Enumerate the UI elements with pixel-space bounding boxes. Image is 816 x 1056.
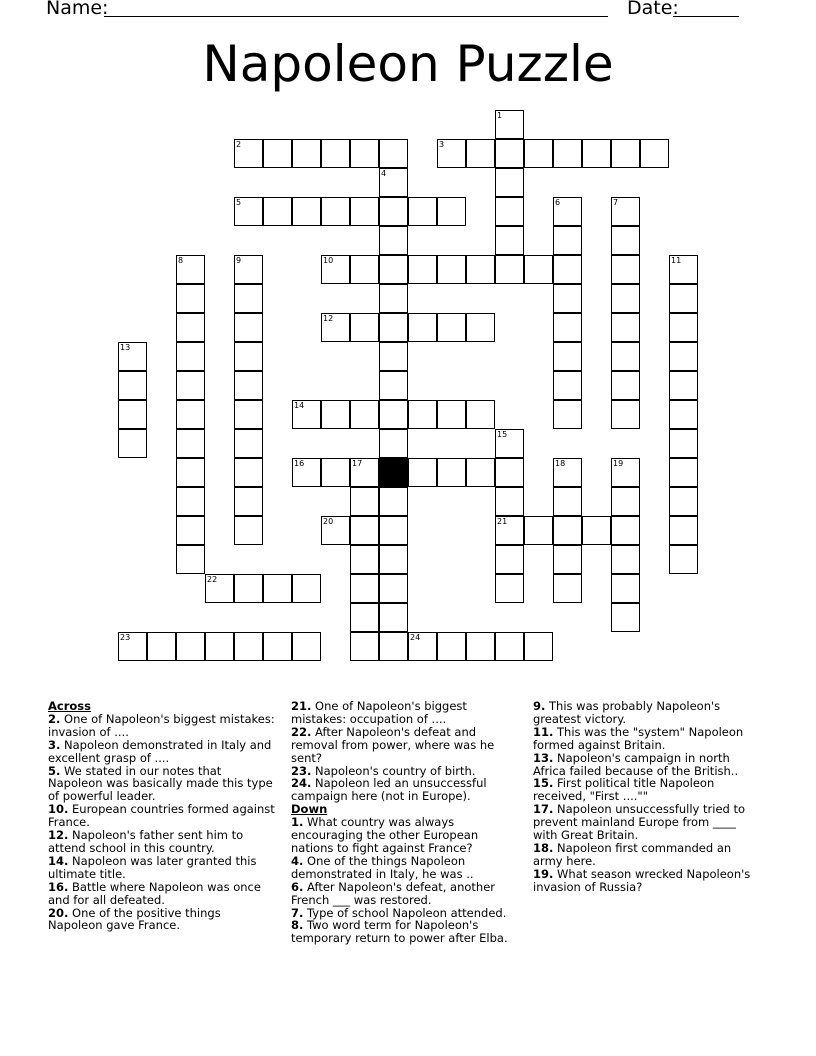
- clue-text: What country was always encouraging the other European nations to fight against France?: [291, 815, 479, 855]
- clue-text: First political title Napoleon received, "First ...."": [533, 776, 715, 804]
- grid-cell[interactable]: [466, 139, 495, 168]
- grid-cell[interactable]: [669, 545, 698, 574]
- grid-cell[interactable]: [234, 313, 263, 342]
- grid-cell[interactable]: [292, 458, 321, 487]
- clue-number: 16: [294, 459, 305, 468]
- grid-cell[interactable]: [292, 632, 321, 661]
- grid-cell[interactable]: [582, 139, 611, 168]
- clue-text: What season wrecked Napoleon's invasion of Russia?: [533, 866, 751, 894]
- grid-cell[interactable]: [466, 313, 495, 342]
- grid-cell[interactable]: [611, 545, 640, 574]
- grid-cell[interactable]: [321, 516, 350, 545]
- grid-cell[interactable]: [408, 313, 437, 342]
- grid-cell[interactable]: [553, 458, 582, 487]
- grid-cell[interactable]: [234, 371, 263, 400]
- grid-cell[interactable]: [234, 487, 263, 516]
- clue-number: 17: [352, 459, 363, 468]
- clue-text: Type of school Napoleon attended.: [303, 905, 507, 920]
- clue-number: 12: [323, 314, 334, 323]
- clue-number-label: 16.: [48, 879, 69, 894]
- clue-text: Napoleon led an unsuccessful campaign here (not in Europe).: [291, 776, 487, 804]
- clue-text: After Napoleon's defeat and removal from power, where was he sent?: [291, 724, 495, 765]
- clue-text: This was probably Napoleon's greatest victory.: [533, 699, 721, 726]
- clue-number-label: 23.: [291, 763, 312, 778]
- grid-cell[interactable]: [437, 197, 466, 226]
- clue-number-label: 15.: [533, 776, 554, 791]
- grid-cell[interactable]: [408, 400, 437, 429]
- clue-item: [48, 765, 276, 804]
- clue-text: Napoleon unsuccessfully tried to prevent mainland Europe from ____ with Great Britain.: [533, 802, 746, 843]
- clue-number-label: 11.: [533, 724, 554, 739]
- grid-cell[interactable]: [379, 284, 408, 313]
- grid-cell[interactable]: [292, 400, 321, 429]
- grid-cell[interactable]: [611, 342, 640, 371]
- grid-cell[interactable]: [321, 313, 350, 342]
- clue-text: This was the "system" Napoleon formed against Britain.: [533, 724, 744, 752]
- clue-text: Two word term for Napoleon's temporary return to power after Elba.: [291, 918, 508, 946]
- grid-cell[interactable]: [263, 197, 292, 226]
- clue-number: 11: [671, 256, 682, 265]
- clue-number: 10: [323, 256, 334, 265]
- grid-cell[interactable]: [234, 197, 263, 226]
- clue-text: We stated in our notes that Napoleon was basically made this type of powerful leader.: [48, 763, 273, 804]
- grid-cell[interactable]: [611, 139, 640, 168]
- grid-cell[interactable]: [495, 168, 524, 197]
- grid-cell[interactable]: [321, 197, 350, 226]
- grid-cell[interactable]: [611, 400, 640, 429]
- grid-cell[interactable]: [176, 545, 205, 574]
- clue-item: [291, 777, 523, 803]
- clue-item: [291, 700, 523, 726]
- grid-cell[interactable]: [553, 400, 582, 429]
- grid-cell[interactable]: [176, 516, 205, 545]
- grid-cell[interactable]: [350, 313, 379, 342]
- grid-cell[interactable]: [379, 487, 408, 516]
- clue-item: [291, 816, 523, 855]
- grid-cell[interactable]: [611, 226, 640, 255]
- clue-number: 9: [236, 256, 242, 265]
- clue-number: 5: [236, 198, 242, 207]
- clue-item: [48, 881, 276, 907]
- clue-item: [48, 829, 276, 855]
- clue-number-label: 8.: [291, 918, 304, 933]
- grid-cell[interactable]: [205, 574, 234, 603]
- grid-cell[interactable]: [379, 429, 408, 458]
- grid-cell[interactable]: [379, 603, 408, 632]
- clue-number-label: 22.: [291, 724, 312, 739]
- grid-cell[interactable]: [495, 255, 524, 284]
- grid-cell[interactable]: [350, 458, 379, 487]
- grid-cell[interactable]: [176, 632, 205, 661]
- grid-cell[interactable]: [176, 487, 205, 516]
- grid-cell[interactable]: [669, 516, 698, 545]
- clue-item: [48, 739, 276, 765]
- grid-cell[interactable]: [350, 139, 379, 168]
- grid-cell[interactable]: [234, 255, 263, 284]
- grid-cell[interactable]: [176, 429, 205, 458]
- grid-cell[interactable]: [379, 632, 408, 661]
- clue-number: 20: [323, 517, 334, 526]
- grid-cell[interactable]: [524, 139, 553, 168]
- grid-cell[interactable]: [350, 255, 379, 284]
- grid-cell[interactable]: [553, 284, 582, 313]
- grid-cell[interactable]: [234, 429, 263, 458]
- page-title: Napoleon Puzzle: [202, 35, 614, 93]
- clue-number: 3: [439, 140, 445, 149]
- grid-cell[interactable]: [379, 342, 408, 371]
- clue-item: [533, 752, 763, 778]
- clue-number-label: 20.: [48, 905, 69, 920]
- clue-number: 23: [120, 633, 131, 642]
- grid-cell[interactable]: [495, 545, 524, 574]
- grid-cell[interactable]: [234, 342, 263, 371]
- clues-column-1: [48, 700, 276, 932]
- grid-cell[interactable]: [379, 516, 408, 545]
- grid-cell[interactable]: [408, 632, 437, 661]
- grid-cell[interactable]: [379, 400, 408, 429]
- clue-number: 14: [294, 401, 305, 410]
- grid-cell[interactable]: [466, 458, 495, 487]
- grid-cell[interactable]: [495, 226, 524, 255]
- clue-number: 13: [120, 343, 131, 352]
- grid-cell[interactable]: [553, 197, 582, 226]
- grid-cell[interactable]: [553, 255, 582, 284]
- grid-cell[interactable]: [176, 371, 205, 400]
- down-heading: Down: [291, 802, 328, 817]
- clue-text: Napoleon's father sent him to attend school in this country.: [48, 828, 244, 855]
- grid-cell[interactable]: [350, 400, 379, 429]
- grid-cell[interactable]: [321, 400, 350, 429]
- grid-cell[interactable]: [176, 313, 205, 342]
- grid-cell[interactable]: [147, 632, 176, 661]
- grid-cell[interactable]: [292, 139, 321, 168]
- clue-item: [48, 803, 276, 829]
- clue-number: 7: [613, 198, 619, 207]
- grid-cell[interactable]: [234, 400, 263, 429]
- grid-cell[interactable]: [582, 516, 611, 545]
- across-heading: Across: [48, 699, 91, 713]
- clue-text: One of the things Napoleon demonstrated in Italy, he was ..: [291, 853, 474, 881]
- grid-cell[interactable]: [118, 342, 147, 371]
- clue-number-label: 14.: [48, 853, 69, 868]
- across-clue-list-continued: [291, 700, 523, 803]
- clue-text: Napoleon demonstrated in Italy and excellent grasp of ....: [48, 737, 272, 765]
- clue-number: 6: [555, 198, 561, 207]
- grid-cell[interactable]: [466, 632, 495, 661]
- clue-item: [533, 803, 763, 842]
- grid-cell[interactable]: [379, 139, 408, 168]
- grid-cell[interactable]: [611, 255, 640, 284]
- clue-item: [291, 726, 523, 765]
- clue-number: 24: [410, 633, 421, 642]
- clue-number-label: 5.: [48, 763, 61, 778]
- grid-cell[interactable]: [379, 545, 408, 574]
- clue-number: 22: [207, 575, 218, 584]
- clue-number-label: 6.: [291, 879, 304, 894]
- grid-cell[interactable]: [669, 255, 698, 284]
- clue-number-label: 4.: [291, 853, 304, 868]
- clue-number: 4: [381, 169, 387, 178]
- clue-number-label: 13.: [533, 750, 554, 765]
- grid-cell[interactable]: [350, 516, 379, 545]
- grid-cell[interactable]: [669, 429, 698, 458]
- grid-cell[interactable]: [524, 632, 553, 661]
- grid-cell[interactable]: [379, 168, 408, 197]
- grid-cell[interactable]: [350, 603, 379, 632]
- grid-cell[interactable]: [553, 139, 582, 168]
- grid-cell[interactable]: [495, 139, 524, 168]
- grid-cell[interactable]: [234, 632, 263, 661]
- grid-cell[interactable]: [466, 255, 495, 284]
- grid-cell[interactable]: [611, 197, 640, 226]
- grid-cell[interactable]: [611, 603, 640, 632]
- grid-cell[interactable]: [437, 139, 466, 168]
- grid-cell[interactable]: [495, 429, 524, 458]
- grid-cell[interactable]: [292, 197, 321, 226]
- grid-cell[interactable]: [553, 574, 582, 603]
- grid-cell[interactable]: [611, 487, 640, 516]
- grid-cell[interactable]: [524, 255, 553, 284]
- grid-cell[interactable]: [553, 545, 582, 574]
- grid-cell[interactable]: [437, 255, 466, 284]
- clue-number-label: 2.: [48, 711, 61, 726]
- grid-cell[interactable]: [495, 110, 524, 139]
- clue-number-label: 10.: [48, 802, 69, 817]
- grid-cell[interactable]: [495, 197, 524, 226]
- clue-number-label: 1.: [291, 815, 304, 830]
- grid-cell[interactable]: [118, 429, 147, 458]
- grid-cell[interactable]: [176, 400, 205, 429]
- clue-text: One of Napoleon's biggest mistakes: occupation of ....: [291, 699, 467, 726]
- grid-cell[interactable]: [176, 458, 205, 487]
- grid-cell[interactable]: [176, 342, 205, 371]
- grid-cell[interactable]: [205, 632, 234, 661]
- grid-cell[interactable]: [234, 458, 263, 487]
- grid-cell[interactable]: [553, 371, 582, 400]
- grid-cell[interactable]: [234, 516, 263, 545]
- down-clue-list: [291, 816, 523, 945]
- clue-number: 1: [497, 111, 503, 120]
- clue-number-label: 12.: [48, 828, 69, 843]
- grid-cell[interactable]: [379, 313, 408, 342]
- grid-cell[interactable]: [669, 342, 698, 371]
- grid-cell[interactable]: [495, 632, 524, 661]
- black-square: [379, 458, 408, 487]
- clue-text: After Napoleon's defeat, another French ___ was restored.: [291, 879, 496, 907]
- clue-item: [291, 855, 523, 881]
- clue-text: European countries formed against France.: [48, 802, 275, 830]
- grid-cell[interactable]: [553, 226, 582, 255]
- clue-item: [48, 713, 276, 739]
- clue-text: Napoleon's campaign in north Africa failed because of the British..: [533, 750, 739, 778]
- grid-cell[interactable]: [524, 516, 553, 545]
- grid-cell[interactable]: [466, 400, 495, 429]
- clue-item: [533, 777, 763, 803]
- grid-cell[interactable]: [669, 284, 698, 313]
- clue-text: Napoleon first commanded an army here.: [533, 840, 732, 868]
- grid-cell[interactable]: [611, 516, 640, 545]
- clue-text: Napoleon was later granted this ultimate title.: [48, 853, 257, 881]
- grid-cell[interactable]: [495, 458, 524, 487]
- grid-cell[interactable]: [437, 632, 466, 661]
- grid-cell[interactable]: [611, 458, 640, 487]
- grid-cell[interactable]: [350, 487, 379, 516]
- grid-cell[interactable]: [408, 458, 437, 487]
- clue-item: [48, 855, 276, 881]
- clue-item: [533, 842, 763, 868]
- down-clue-list-continued: [533, 700, 763, 894]
- grid-cell[interactable]: [408, 255, 437, 284]
- clue-number: 21: [497, 517, 508, 526]
- clue-item: [48, 907, 276, 933]
- grid-cell[interactable]: [234, 139, 263, 168]
- grid-cell[interactable]: [321, 255, 350, 284]
- grid-cell[interactable]: [176, 284, 205, 313]
- grid-cell[interactable]: [176, 255, 205, 284]
- clue-item: [533, 726, 763, 752]
- grid-cell[interactable]: [669, 400, 698, 429]
- grid-cell[interactable]: [263, 139, 292, 168]
- grid-cell[interactable]: [669, 487, 698, 516]
- grid-cell[interactable]: [379, 255, 408, 284]
- grid-cell[interactable]: [379, 371, 408, 400]
- clue-number: 8: [178, 256, 184, 265]
- grid-cell[interactable]: [437, 313, 466, 342]
- name-label: Name:: [46, 0, 109, 19]
- clue-number: 19: [613, 459, 624, 468]
- clue-number-label: 9.: [533, 699, 546, 713]
- clue-item: [533, 700, 763, 726]
- clue-text: Battle where Napoleon was once and for all defeated.: [48, 879, 261, 907]
- grid-cell[interactable]: [292, 574, 321, 603]
- grid-cell[interactable]: [263, 632, 292, 661]
- clue-text: One of the positive things Napoleon gave France.: [48, 905, 221, 933]
- grid-cell[interactable]: [408, 197, 437, 226]
- grid-cell[interactable]: [350, 632, 379, 661]
- across-clue-list: [48, 713, 276, 932]
- grid-cell[interactable]: [350, 545, 379, 574]
- grid-cell[interactable]: [553, 313, 582, 342]
- clue-number-label: 7.: [291, 905, 304, 920]
- clue-number-label: 24.: [291, 776, 312, 791]
- clue-item: [291, 919, 523, 945]
- grid-cell[interactable]: [118, 371, 147, 400]
- grid-cell[interactable]: [350, 574, 379, 603]
- grid-cell[interactable]: [669, 458, 698, 487]
- grid-cell[interactable]: [321, 139, 350, 168]
- clue-number: 18: [555, 459, 566, 468]
- clue-number-label: 21.: [291, 699, 312, 713]
- clue-text: Napoleon's country of birth.: [311, 763, 476, 778]
- grid-cell[interactable]: [379, 226, 408, 255]
- grid-cell[interactable]: [611, 371, 640, 400]
- clue-text: One of Napoleon's biggest mistakes: invasion of ....: [48, 711, 275, 739]
- grid-cell[interactable]: [321, 458, 350, 487]
- clue-number-label: 18.: [533, 840, 554, 855]
- grid-cell[interactable]: [495, 574, 524, 603]
- clue-number-label: 19.: [533, 866, 554, 881]
- clue-number-label: 3.: [48, 737, 61, 752]
- grid-cell[interactable]: [437, 458, 466, 487]
- clue-number-label: 17.: [533, 802, 554, 817]
- grid-cell[interactable]: [553, 342, 582, 371]
- grid-cell[interactable]: [669, 313, 698, 342]
- grid-cell[interactable]: [553, 516, 582, 545]
- grid-cell[interactable]: [350, 197, 379, 226]
- grid-cell[interactable]: [437, 400, 466, 429]
- clue-number: 15: [497, 430, 508, 439]
- date-label: Date:: [627, 0, 679, 19]
- grid-cell[interactable]: [379, 574, 408, 603]
- grid-cell[interactable]: [611, 313, 640, 342]
- grid-cell[interactable]: [234, 574, 263, 603]
- clue-number: 2: [236, 140, 242, 149]
- clues-column-2: [291, 700, 523, 945]
- grid-cell[interactable]: [669, 371, 698, 400]
- clue-item: [291, 881, 523, 907]
- grid-cell[interactable]: [234, 284, 263, 313]
- grid-cell[interactable]: [495, 516, 524, 545]
- grid-cell[interactable]: [553, 487, 582, 516]
- clues-column-3: [533, 700, 763, 894]
- grid-cell[interactable]: [611, 574, 640, 603]
- grid-cell[interactable]: [263, 574, 292, 603]
- grid-cell[interactable]: [611, 284, 640, 313]
- grid-cell[interactable]: [640, 139, 669, 168]
- grid-cell[interactable]: [379, 197, 408, 226]
- grid-cell[interactable]: [118, 632, 147, 661]
- clue-item: [533, 868, 763, 894]
- grid-cell[interactable]: [118, 400, 147, 429]
- grid-cell[interactable]: [495, 487, 524, 516]
